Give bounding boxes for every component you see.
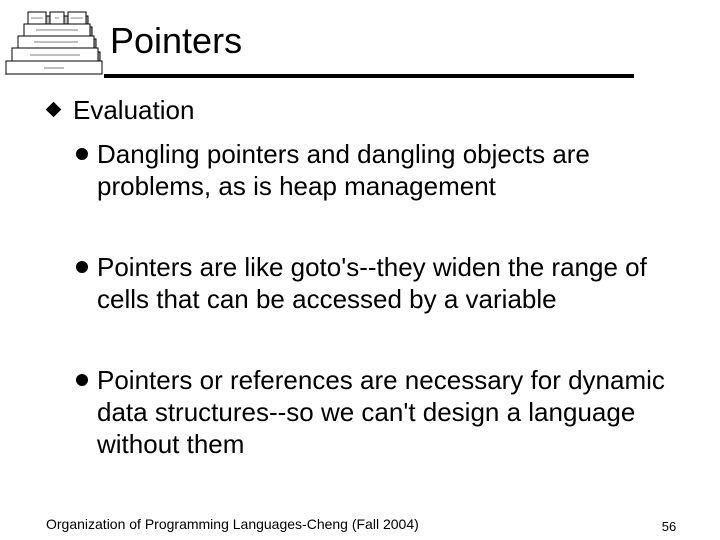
round-bullet-icon — [76, 148, 88, 160]
list-item-text: Pointers or references are necessary for dynamic data structures--so we can't design a language without them — [97, 365, 665, 459]
diamond-bullet-icon — [46, 102, 62, 118]
language-levels-pyramid-icon — [4, 4, 104, 76]
round-bullet-icon — [76, 374, 88, 386]
list-item — [76, 364, 696, 460]
round-bullet-icon — [76, 261, 88, 273]
list-item-text: Pointers are like goto's--they widen the range of cells that can be accessed by a variable — [97, 252, 647, 314]
page-number: 56 — [661, 519, 677, 534]
list-item-text: Dangling pointers and dangling objects are problems, as is heap management — [97, 139, 590, 201]
bullet-evaluation-label: Evaluation — [73, 95, 195, 125]
bullet-evaluation — [40, 94, 194, 126]
list-item — [76, 251, 696, 315]
list-item — [76, 138, 696, 202]
title-underline — [104, 74, 634, 78]
slide-footer: Organization of Programming Languages-Cheng (Fall 2004) — [46, 516, 419, 532]
slide-title: Pointers — [110, 20, 243, 61]
